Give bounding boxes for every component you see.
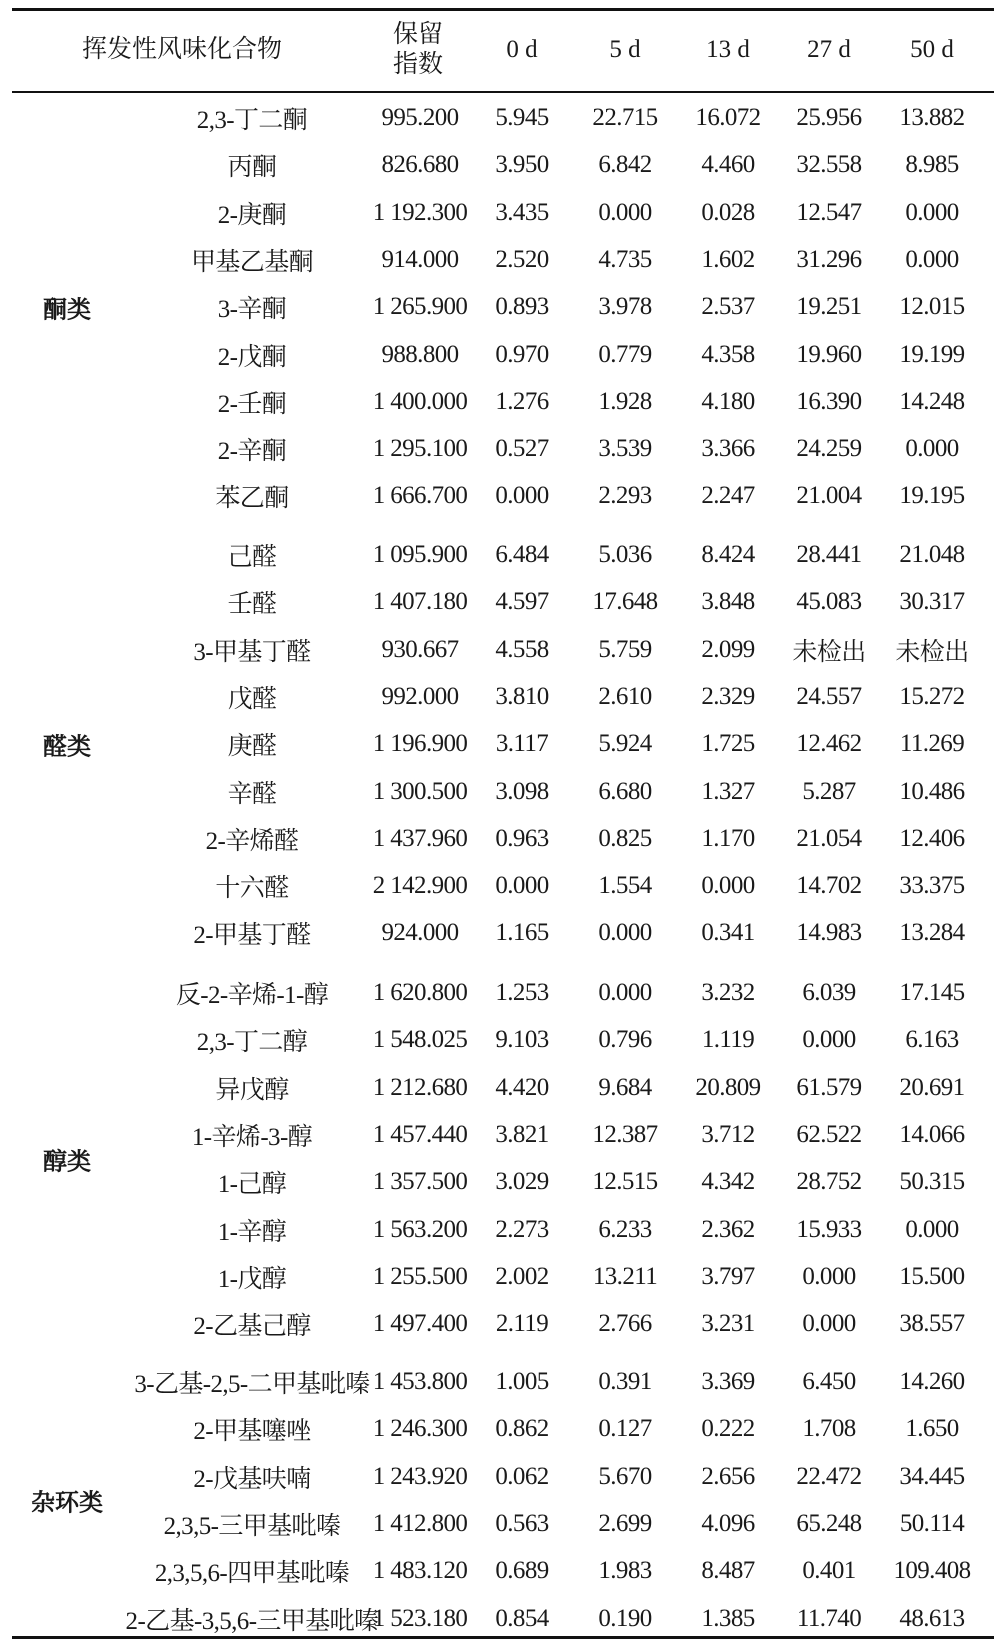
value-cell: 未检出: [792, 638, 866, 666]
value-cell: 15.272: [899, 682, 965, 710]
compound-name: 2-辛酮: [217, 438, 287, 466]
value-cell: 6.680: [598, 777, 652, 805]
compound-name: 异戊醇: [215, 1076, 289, 1104]
value-cell: 2.273: [495, 1215, 549, 1243]
compound-name: 戊醛: [227, 685, 277, 713]
value-cell: 12.547: [796, 198, 862, 226]
value-cell: 1.725: [701, 730, 755, 758]
value-cell: 15.933: [796, 1215, 862, 1243]
value-cell: 0.222: [701, 1415, 755, 1443]
value-cell: 9.684: [598, 1073, 652, 1101]
value-cell: 1.385: [701, 1604, 755, 1632]
value-cell: 6.039: [802, 979, 856, 1006]
value-cell: 13.882: [899, 104, 965, 131]
header-day-27: 27 d: [807, 36, 851, 63]
category-label: 醛类: [43, 732, 91, 761]
value-cell: 1.119: [701, 1026, 755, 1054]
value-cell: 19.199: [899, 340, 965, 368]
value-cell: 2.699: [598, 1509, 652, 1537]
retention-index: 1 357.500: [372, 1168, 468, 1196]
compound-name: 甲基乙基酮: [190, 248, 314, 276]
value-cell: 24.259: [796, 435, 862, 463]
value-cell: 3.797: [701, 1262, 755, 1290]
retention-index: 1 255.500: [372, 1262, 468, 1290]
compound-name: 己醛: [227, 544, 277, 571]
retention-index: 988.800: [381, 340, 459, 368]
compound-name: 2,3,5,6-四甲基吡嗪: [154, 1560, 350, 1588]
value-cell: 3.435: [495, 198, 549, 226]
value-cell: 0.000: [905, 435, 959, 463]
compound-name: 2-乙基己醇: [193, 1313, 311, 1341]
value-cell: 1.170: [701, 824, 755, 852]
retention-index: 1 212.680: [372, 1073, 468, 1101]
value-cell: 0.796: [598, 1026, 652, 1054]
value-cell: 1.253: [495, 979, 549, 1006]
compound-name: 1-辛醇: [217, 1218, 287, 1246]
value-cell: 3.117: [495, 730, 549, 758]
value-cell: 2.656: [701, 1462, 755, 1490]
value-cell: 17.145: [899, 979, 965, 1006]
value-cell: 4.597: [495, 588, 549, 616]
value-cell: 6.450: [802, 1368, 856, 1395]
compound-name: 辛醛: [227, 780, 277, 808]
compound-name: 反-2-辛烯-1-醇: [175, 982, 329, 1009]
value-cell: 20.809: [695, 1073, 761, 1101]
header-day-50: 50 d: [910, 36, 954, 63]
value-cell: 12.015: [899, 293, 965, 321]
value-cell: 14.260: [899, 1368, 965, 1395]
header-day-0: 0 d: [506, 36, 538, 63]
retention-index: 1 265.900: [372, 293, 468, 321]
value-cell: 12.462: [796, 730, 862, 758]
compound-name: 1-辛烯-3-醇: [191, 1123, 313, 1151]
value-cell: 22.715: [592, 104, 658, 131]
value-cell: 3.810: [495, 682, 549, 710]
value-cell: 5.036: [598, 541, 652, 568]
value-cell: 3.232: [701, 979, 755, 1006]
value-cell: 10.486: [899, 777, 965, 805]
value-cell: 0.825: [598, 824, 652, 852]
value-cell: 28.441: [796, 541, 862, 568]
compound-name: 壬醛: [227, 591, 277, 619]
value-cell: 0.401: [802, 1557, 856, 1585]
value-cell: 62.522: [796, 1120, 862, 1148]
value-cell: 8.487: [701, 1557, 755, 1585]
retention-index: 924.000: [381, 919, 459, 947]
value-cell: 20.691: [899, 1073, 965, 1101]
value-cell: 0.689: [495, 1557, 549, 1585]
header-day-5: 5 d: [609, 36, 641, 63]
compound-name: 2-壬酮: [217, 390, 287, 418]
value-cell: 14.983: [796, 919, 862, 947]
value-cell: 3.950: [495, 151, 549, 179]
value-cell: 61.579: [796, 1073, 862, 1101]
retention-index: 1 563.200: [372, 1215, 468, 1243]
value-cell: 8.424: [701, 541, 755, 568]
value-cell: 9.103: [495, 1026, 549, 1054]
value-cell: 5.287: [802, 777, 856, 805]
value-cell: 0.563: [495, 1509, 549, 1537]
value-cell: 0.000: [701, 872, 755, 900]
retention-index: 1 300.500: [372, 777, 468, 805]
value-cell: 4.096: [701, 1509, 755, 1537]
retention-index: 1 407.180: [372, 588, 468, 616]
value-cell: 3.539: [598, 435, 652, 463]
category-label: 杂环类: [31, 1488, 103, 1517]
value-cell: 15.500: [899, 1262, 965, 1290]
value-cell: 6.233: [598, 1215, 652, 1243]
value-cell: 0.028: [701, 198, 755, 226]
value-cell: 2.537: [701, 293, 755, 321]
value-cell: 25.956: [796, 104, 862, 131]
value-cell: 1.276: [495, 387, 549, 415]
retention-index: 995.200: [381, 104, 459, 131]
retention-index: 1 246.300: [372, 1415, 468, 1443]
compound-name: 2-甲基噻唑: [193, 1418, 311, 1446]
value-cell: 4.735: [598, 245, 652, 273]
value-cell: 21.054: [796, 824, 862, 852]
compound-name: 2-甲基丁醛: [193, 922, 311, 950]
data-table: [12, 0, 994, 1650]
retention-index: 1 243.920: [372, 1462, 468, 1490]
value-cell: 109.408: [893, 1557, 971, 1585]
value-cell: 2.329: [701, 682, 755, 710]
value-cell: 1.005: [495, 1368, 549, 1395]
value-cell: 0.854: [495, 1604, 549, 1632]
retention-index: 930.667: [381, 635, 459, 663]
retention-index: 1 483.120: [372, 1557, 468, 1585]
value-cell: 0.862: [495, 1415, 549, 1443]
value-cell: 16.072: [695, 104, 761, 131]
retention-index: 1 295.100: [372, 435, 468, 463]
compound-name: 苯乙酮: [215, 485, 289, 513]
value-cell: 32.558: [796, 151, 862, 179]
retention-index: 1 457.440: [372, 1120, 468, 1148]
value-cell: 1.708: [802, 1415, 856, 1443]
value-cell: 0.190: [598, 1604, 652, 1632]
value-cell: 2.610: [598, 682, 652, 710]
value-cell: 17.648: [592, 588, 658, 616]
value-cell: 0.000: [905, 198, 959, 226]
value-cell: 0.000: [905, 1215, 959, 1243]
retention-index: 1 548.025: [372, 1026, 468, 1054]
value-cell: 3.848: [701, 588, 755, 616]
value-cell: 未检出: [895, 638, 969, 666]
value-cell: 3.712: [701, 1120, 755, 1148]
retention-index: 1 453.800: [372, 1368, 468, 1395]
compound-name: 3-甲基丁醛: [193, 638, 311, 666]
retention-index: 914.000: [381, 245, 459, 273]
value-cell: 4.558: [495, 635, 549, 663]
value-cell: 0.779: [598, 340, 652, 368]
value-cell: 14.248: [899, 387, 965, 415]
retention-index: 1 523.180: [372, 1604, 468, 1632]
compound-name: 2-辛烯醛: [205, 827, 299, 855]
compound-name: 1-己醇: [217, 1171, 287, 1199]
compound-name: 2,3,5-三甲基吡嗪: [163, 1512, 341, 1540]
value-cell: 3.029: [495, 1168, 549, 1196]
value-cell: 48.613: [899, 1604, 965, 1632]
value-cell: 0.000: [802, 1026, 856, 1054]
compound-name: 十六醛: [215, 875, 289, 903]
value-cell: 3.821: [495, 1120, 549, 1148]
header-rule: [12, 91, 994, 93]
value-cell: 6.484: [495, 541, 549, 568]
value-cell: 13.284: [899, 919, 965, 947]
value-cell: 1.165: [495, 919, 549, 947]
value-cell: 0.000: [598, 979, 652, 1006]
value-cell: 24.557: [796, 682, 862, 710]
value-cell: 0.000: [495, 872, 549, 900]
value-cell: 3.369: [701, 1368, 755, 1395]
retention-index: 1 412.800: [372, 1509, 468, 1537]
value-cell: 1.327: [701, 777, 755, 805]
retention-index: 1 192.300: [372, 198, 468, 226]
value-cell: 2.293: [598, 482, 652, 510]
value-cell: 34.445: [899, 1462, 965, 1490]
value-cell: 22.472: [796, 1462, 862, 1490]
retention-index: 1 095.900: [372, 541, 468, 568]
value-cell: 0.893: [495, 293, 549, 321]
value-cell: 0.062: [495, 1462, 549, 1490]
value-cell: 0.970: [495, 340, 549, 368]
value-cell: 2.766: [598, 1310, 652, 1338]
value-cell: 0.391: [598, 1368, 652, 1395]
value-cell: 16.390: [796, 387, 862, 415]
value-cell: 21.048: [899, 541, 965, 568]
value-cell: 19.960: [796, 340, 862, 368]
value-cell: 2.247: [701, 482, 755, 510]
compound-name: 2-庚酮: [217, 201, 287, 229]
value-cell: 1.554: [598, 872, 652, 900]
value-cell: 0.341: [701, 919, 755, 947]
value-cell: 6.842: [598, 151, 652, 179]
value-cell: 0.127: [598, 1415, 652, 1443]
header-compound: 挥发性风味化合物: [81, 36, 283, 63]
value-cell: 5.924: [598, 730, 652, 758]
value-cell: 0.000: [495, 482, 549, 510]
value-cell: 11.740: [796, 1604, 862, 1632]
value-cell: 4.420: [495, 1073, 549, 1101]
value-cell: 0.000: [802, 1310, 856, 1338]
value-cell: 45.083: [796, 588, 862, 616]
value-cell: 2.362: [701, 1215, 755, 1243]
compound-name: 庚醛: [227, 733, 277, 761]
value-cell: 1.928: [598, 387, 652, 415]
compound-name: 丙酮: [227, 154, 277, 182]
value-cell: 14.702: [796, 872, 862, 900]
value-cell: 3.978: [598, 293, 652, 321]
compound-name: 1-戊醇: [217, 1265, 287, 1293]
retention-index: 2 142.900: [372, 872, 468, 900]
value-cell: 11.269: [899, 730, 965, 758]
value-cell: 28.752: [796, 1168, 862, 1196]
header-retention-index: [393, 20, 443, 80]
value-cell: 12.406: [899, 824, 965, 852]
value-cell: 50.114: [899, 1509, 965, 1537]
value-cell: 65.248: [796, 1509, 862, 1537]
header-ri-line2: 指数: [392, 51, 444, 78]
value-cell: 5.670: [598, 1462, 652, 1490]
compound-name: 3-辛酮: [217, 296, 287, 324]
retention-index: 1 196.900: [372, 730, 468, 758]
compound-name: 2-戊酮: [217, 343, 287, 371]
value-cell: 3.098: [495, 777, 549, 805]
value-cell: 0.000: [598, 198, 652, 226]
value-cell: 33.375: [899, 872, 965, 900]
retention-index: 1 620.800: [372, 979, 468, 1006]
compound-name: 2-乙基-3,5,6-三甲基吡嗪: [125, 1607, 379, 1635]
value-cell: 2.520: [495, 245, 549, 273]
value-cell: 5.759: [598, 635, 652, 663]
category-label: 酮类: [43, 295, 91, 324]
retention-index: 1 437.960: [372, 824, 468, 852]
top-rule: [12, 8, 994, 11]
value-cell: 13.211: [592, 1262, 658, 1290]
category-label: 醇类: [43, 1147, 91, 1176]
compound-name: 2-戊基呋喃: [193, 1465, 311, 1493]
value-cell: 3.231: [701, 1310, 755, 1338]
value-cell: 31.296: [796, 245, 862, 273]
value-cell: 2.002: [495, 1262, 549, 1290]
value-cell: 1.650: [905, 1415, 959, 1443]
value-cell: 0.000: [905, 245, 959, 273]
header-day-13: 13 d: [706, 36, 750, 63]
retention-index: 1 666.700: [372, 482, 468, 510]
value-cell: 4.180: [701, 387, 755, 415]
header-ri-line1: 保留: [392, 21, 444, 48]
value-cell: 0.000: [598, 919, 652, 947]
value-cell: 8.985: [905, 151, 959, 179]
value-cell: 12.515: [592, 1168, 658, 1196]
value-cell: 2.099: [701, 635, 755, 663]
value-cell: 1.983: [598, 1557, 652, 1585]
compound-name: 2,3-丁二醇: [196, 1029, 308, 1057]
compound-name: 2,3-丁二酮: [196, 107, 308, 134]
value-cell: 1.602: [701, 245, 755, 273]
value-cell: 12.387: [592, 1120, 658, 1148]
value-cell: 0.963: [495, 824, 549, 852]
value-cell: 30.317: [899, 588, 965, 616]
value-cell: 38.557: [899, 1310, 965, 1338]
value-cell: 4.460: [701, 151, 755, 179]
retention-index: 992.000: [381, 682, 459, 710]
value-cell: 50.315: [899, 1168, 965, 1196]
value-cell: 14.066: [899, 1120, 965, 1148]
value-cell: 21.004: [796, 482, 862, 510]
value-cell: 5.945: [495, 104, 549, 131]
value-cell: 19.251: [796, 293, 862, 321]
retention-index: 1 497.400: [372, 1310, 468, 1338]
value-cell: 4.358: [701, 340, 755, 368]
retention-index: 1 400.000: [372, 387, 468, 415]
compound-name: 3-乙基-2,5-二甲基吡嗪: [134, 1371, 370, 1398]
value-cell: 4.342: [701, 1168, 755, 1196]
value-cell: 3.366: [701, 435, 755, 463]
value-cell: 0.527: [495, 435, 549, 463]
value-cell: 0.000: [802, 1262, 856, 1290]
value-cell: 19.195: [899, 482, 965, 510]
retention-index: 826.680: [381, 151, 459, 179]
value-cell: 2.119: [495, 1310, 549, 1338]
value-cell: 6.163: [905, 1026, 959, 1054]
